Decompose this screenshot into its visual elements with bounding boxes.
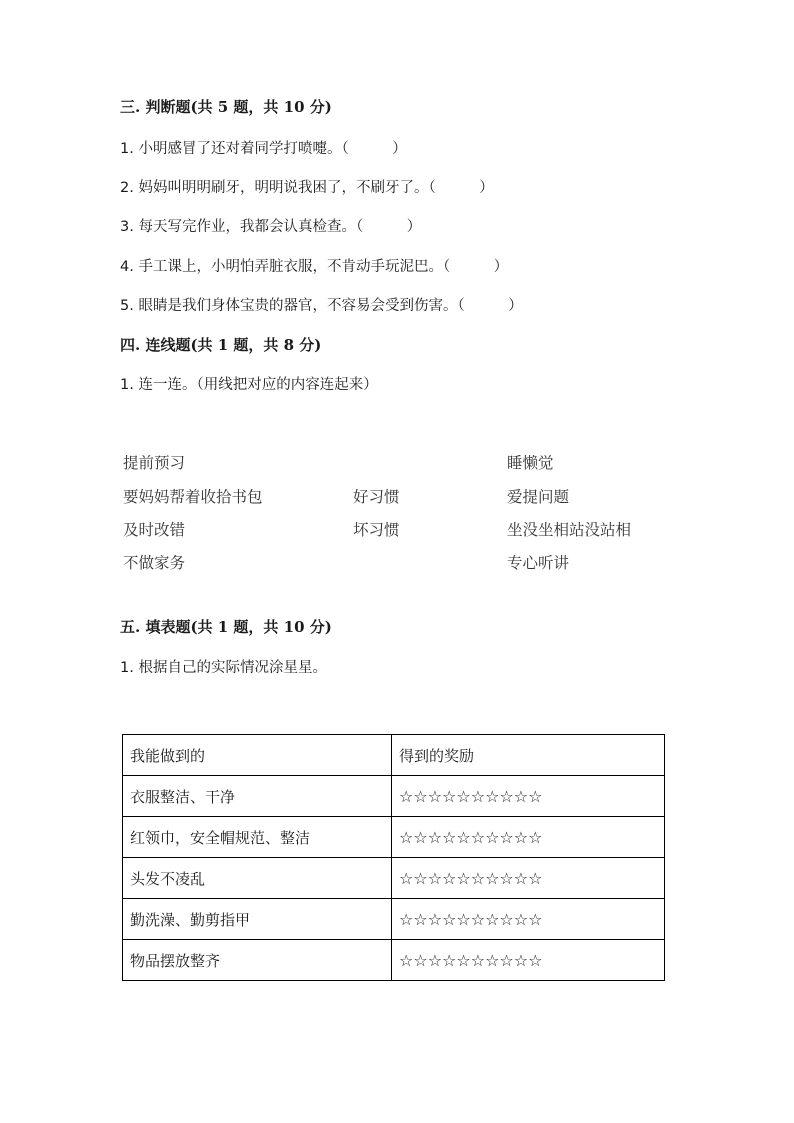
match-right-item: 坐没坐相站没站相 bbox=[507, 521, 632, 539]
table-header-row bbox=[123, 735, 665, 776]
star-rating-cell[interactable]: ☆☆☆☆☆☆☆☆☆☆ bbox=[392, 858, 665, 899]
match-middle-item: 坏习惯 bbox=[353, 521, 400, 539]
table-row bbox=[123, 858, 665, 899]
section4-heading: 四. 连线题(共 1 题，共 8 分) bbox=[120, 336, 322, 354]
habit-cell: 头发不凌乱 bbox=[123, 858, 392, 899]
match-left-item: 不做家务 bbox=[123, 554, 186, 572]
habit-cell: 勤洗澡、勤剪指甲 bbox=[123, 899, 392, 940]
table-row bbox=[123, 940, 665, 981]
table-question: 1. 根据自己的实际情况涂星星。 bbox=[120, 660, 327, 676]
habit-cell: 物品摆放整齐 bbox=[123, 940, 392, 981]
match-left-item: 要妈妈帮着收拾书包 bbox=[123, 488, 263, 506]
judge-question-5: 5. 眼睛是我们身体宝贵的器官，不容易会受到伤害。（ ） bbox=[120, 298, 523, 314]
match-left-item: 提前预习 bbox=[123, 454, 186, 472]
match-right-item: 专心听讲 bbox=[507, 554, 570, 572]
rewards-table bbox=[122, 734, 665, 981]
table-row bbox=[123, 817, 665, 858]
habit-cell: 红领巾，安全帽规范、整洁 bbox=[123, 817, 392, 858]
star-rating-cell[interactable]: ☆☆☆☆☆☆☆☆☆☆ bbox=[392, 817, 665, 858]
judge-question-2: 2. 妈妈叫明明刷牙，明明说我困了，不刷牙了。（ ） bbox=[120, 180, 494, 196]
match-middle-item: 好习惯 bbox=[353, 488, 400, 506]
match-right-item: 睡懒觉 bbox=[507, 454, 554, 472]
judge-question-4: 4. 手工课上，小明怕弄脏衣服，不肯动手玩泥巴。（ ） bbox=[120, 259, 509, 275]
judge-question-3: 3. 每天写完作业，我都会认真检查。（ ） bbox=[120, 219, 422, 235]
star-rating-cell[interactable]: ☆☆☆☆☆☆☆☆☆☆ bbox=[392, 940, 665, 981]
table-header: 得到的奖励 bbox=[392, 735, 665, 776]
match-left-item: 及时改错 bbox=[123, 521, 186, 539]
section3-heading: 三. 判断题(共 5 题，共 10 分) bbox=[120, 98, 332, 116]
table-row bbox=[123, 776, 665, 817]
habit-cell: 衣服整洁、干净 bbox=[123, 776, 392, 817]
match-question: 1. 连一连。（用线把对应的内容连起来） bbox=[120, 377, 378, 393]
table-row bbox=[123, 899, 665, 940]
star-rating-cell[interactable]: ☆☆☆☆☆☆☆☆☆☆ bbox=[392, 776, 665, 817]
section5-heading: 五. 填表题(共 1 题，共 10 分) bbox=[120, 618, 332, 636]
table-header: 我能做到的 bbox=[123, 735, 392, 776]
judge-question-1: 1. 小明感冒了还对着同学打喷嚏。（ ） bbox=[120, 141, 407, 157]
match-right-item: 爱提问题 bbox=[507, 488, 570, 506]
star-rating-cell[interactable]: ☆☆☆☆☆☆☆☆☆☆ bbox=[392, 899, 665, 940]
